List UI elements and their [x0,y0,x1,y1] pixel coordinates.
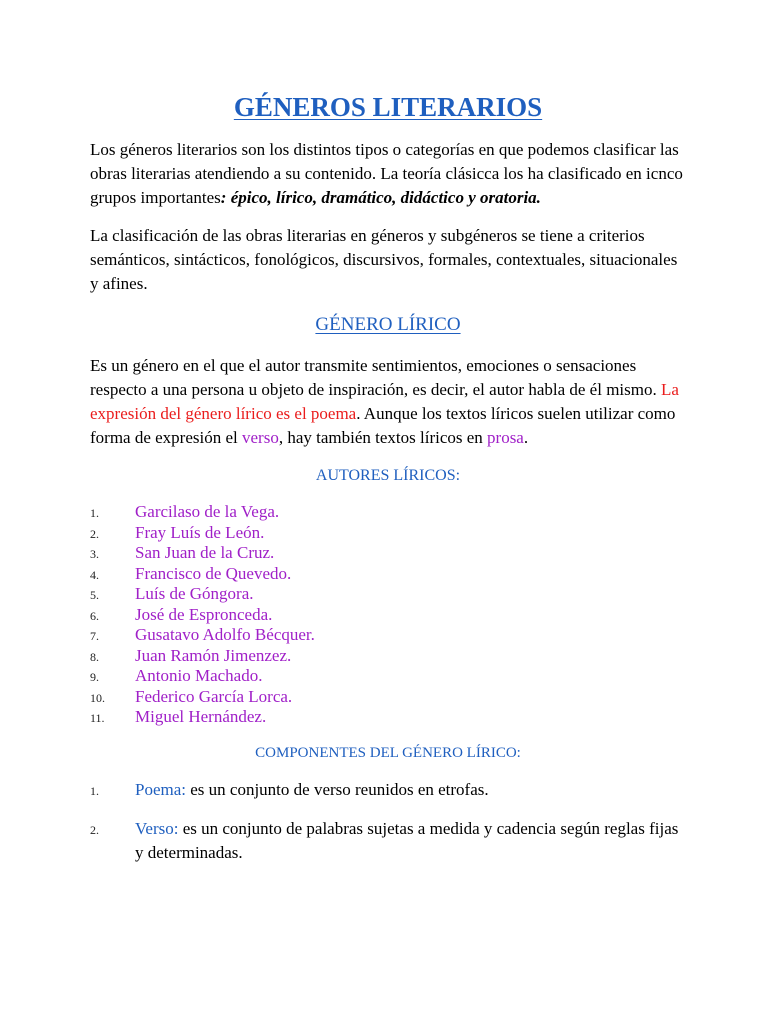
list-number: 1. [90,506,99,520]
authors-heading: AUTORES LÍRICOS: [315,467,461,484]
component-term: Poema: [135,779,186,799]
list-number: 1. [90,783,99,798]
author-name: Antonio Machado. [135,666,263,685]
list-item [90,707,686,728]
classification-paragraph: La clasificación de las obras literarias en géneros y subgéneros se tiene a criterios semánticos, sintácticos, fonológicos, discursivos, formales, contextuales, situacionales y afines. [90,226,678,293]
lirico-heading: GÉNERO LÍRICO [315,314,461,335]
list-number: 4. [90,567,99,582]
author-name: Federico García Lorca. [135,686,293,706]
list-item [90,666,686,687]
author-name: Luís de Góngora. [135,584,254,603]
lirico-text-4: . [523,428,529,447]
lirico-text-2: . Aunque los textos líricos suelen utilizar como forma de expresión el [90,404,676,447]
lirico-verso-word: verso [242,428,279,447]
document-page [90,90,686,879]
lirico-paragraph [90,354,686,450]
component-text: es un conjunto de verso reunidos en etrofas. [186,779,489,799]
components-heading: COMPONENTES DEL GÉNERO LÍRICO: [255,744,521,761]
author-name: Francisco de Quevedo. [135,563,292,583]
list-item [90,778,686,803]
intro-text: Los géneros literarios son los distintos tipos o categorías en que podemos clasificar las obras literarias atendiendo a su contenido. La teoría clásicca los ha clasificado en icnco grupos importantes [90,140,683,207]
page-title: GÉNEROS LITERARIOS [233,92,543,122]
author-name: San Juan de la Cruz. [135,543,275,562]
list-number: 9. [90,670,99,684]
list-item [90,605,686,626]
intro-genre-list: : épico, lírico, dramático, didáctico y oratoria. [220,188,541,207]
list-number: 5. [90,588,99,602]
list-item [90,543,686,564]
list-item [90,523,686,544]
lirico-text-3: , hay también textos líricos en [278,428,488,447]
list-item [90,817,686,865]
component-description [135,778,489,802]
list-number: 2. [90,526,99,541]
author-name: José de Espronceda. [135,604,273,624]
list-item [90,564,686,585]
list-number: 10. [90,690,105,705]
lirico-highlight: La expresión del género lírico es el poema [90,380,679,423]
list-number: 3. [90,547,99,561]
intro-paragraph [90,138,686,210]
list-number: 2. [90,822,99,837]
component-description [135,817,686,865]
components-list [90,778,686,865]
component-term: Verso: [135,818,179,838]
lirico-prosa-word: prosa [487,428,524,447]
list-item [90,687,686,708]
lirico-text-1: Es un género en el que el autor transmite sentimientos, emociones o sensaciones respecto a una persona u objeto de inspiración, es decir, el autor habla de él mismo. [90,356,661,399]
list-number: 6. [90,608,99,623]
list-number: 11. [90,711,105,725]
list-item [90,625,686,646]
author-name: Miguel Hernández. [135,707,267,726]
list-item [90,502,686,523]
author-name: Garcilaso de la Vega. [135,502,280,521]
authors-list [90,502,686,728]
list-number: 7. [90,629,99,643]
author-name: Juan Ramón Jimenzez. [135,645,292,665]
author-name: Fray Luís de León. [135,522,265,542]
list-item [90,646,686,667]
list-number: 8. [90,649,99,664]
author-name: Gusatavo Adolfo Bécquer. [135,625,315,644]
component-text: es un conjunto de palabras sujetas a medida y cadencia según reglas fijas y determinadas. [135,818,679,862]
list-item [90,584,686,605]
